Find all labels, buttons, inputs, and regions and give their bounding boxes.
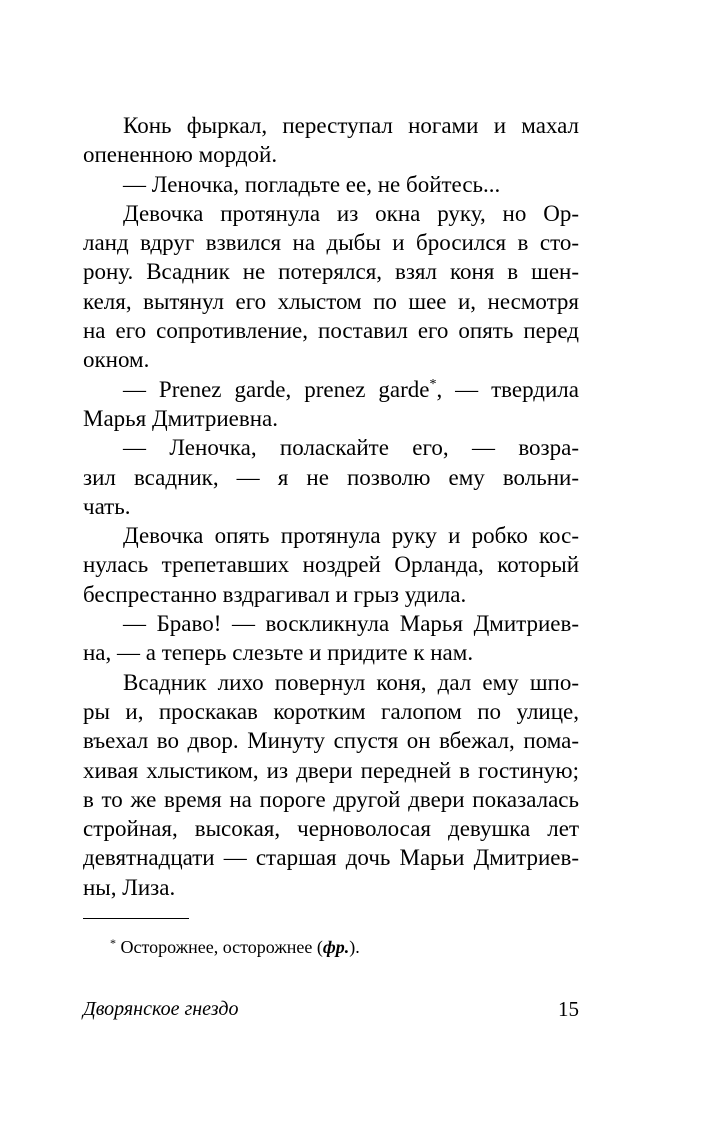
text-line: на его сопротивление, поставил его опять перед (83, 318, 579, 344)
text-line: хивая хлыстиком, из двери передней в гостиную; (83, 757, 579, 783)
text-line: нулась трепетавших ноздрей Орланда, который (83, 552, 579, 578)
footnote-marker: * (429, 376, 437, 392)
text-line: беспрестанно вздрагивал и грыз удила. (83, 581, 467, 607)
text-segment: , — твердила (436, 376, 579, 402)
text-line: стройная, высокая, черноволосая девушка лет (83, 816, 579, 842)
text-line: зил всадник, — я не позволю ему вольни- (83, 464, 579, 490)
text-line: — Леночка, погладьте ее, не бойтесь... (123, 171, 501, 197)
text-line: ны, Лиза. (83, 874, 176, 900)
page-number: 15 (558, 997, 579, 1021)
text-line: Всадник лихо повернул коня, дал ему шпо- (123, 669, 579, 695)
text-line: чать. (83, 493, 131, 519)
text-line: въехал во двор. Минуту спустя он вбежал, пома- (83, 728, 579, 754)
footnote-text: Осторожнее, осторожнее ( (120, 937, 323, 957)
footnote-divider (83, 918, 189, 919)
footnote-marker: * (110, 936, 116, 950)
text-line: окном. (83, 347, 150, 373)
text-line: Марья Дмитриевна. (83, 405, 279, 431)
text-line: на, — а теперь слезьте и придите к нам. (83, 640, 474, 666)
text-line (83, 375, 579, 404)
text-line: Девочка протянула из окна руку, но Ор- (123, 200, 579, 226)
text-line: — Браво! — воскликнула Марья Дмитриев- (123, 611, 579, 637)
text-line: Конь фыркал, переступал ногами и махал (123, 113, 579, 138)
text-line: девятнадцати — старшая дочь Марьи Дмитриев- (83, 845, 579, 871)
text-line: в то же время на пороге другой двери показалась (83, 786, 579, 812)
footnote-text-end: ). (349, 937, 360, 957)
text-line: — Леночка, поласкайте его, — возра- (123, 435, 579, 461)
text-segment: — Prenez garde, prenez garde (123, 376, 430, 402)
footnote (110, 936, 360, 958)
text-line: Девочка опять протянула руку и робко кос- (123, 523, 579, 549)
main-text (83, 111, 579, 902)
text-line: ры и, проскакав коротким галопом по улице, (83, 698, 579, 724)
running-title: Дворянское гнездо (83, 998, 239, 1020)
text-line: рону. Всадник не потерялся, взял коня в шен- (83, 259, 579, 285)
text-line: келя, вытянул его хлыстом по шее и, несмотря (83, 288, 579, 314)
footnote-language: фр. (322, 937, 350, 957)
text-line: опененною мордой. (83, 142, 278, 168)
text-line: ланд вдруг взвился на дыбы и бросился в сто- (83, 230, 579, 256)
